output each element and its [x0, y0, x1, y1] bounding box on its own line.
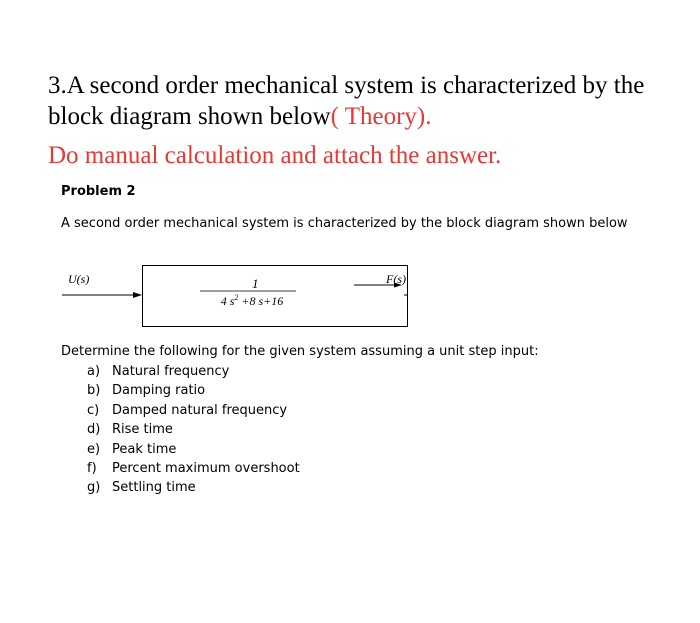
task-letter: a)	[87, 364, 101, 379]
task-list	[87, 362, 300, 498]
task-text: Settling time	[112, 480, 196, 496]
transfer-function-denominator	[200, 293, 304, 309]
task-letter: d)	[87, 422, 101, 438]
output-signal-label: F(s)	[386, 272, 406, 286]
question-heading	[48, 70, 688, 132]
denominator-suffix: +8 s+16	[238, 294, 284, 308]
task-letter: c)	[87, 402, 100, 418]
task-text: Rise time	[112, 422, 173, 438]
transfer-function-numerator: 1	[252, 276, 259, 291]
task-letter: b)	[87, 383, 101, 399]
denominator-exponent: 2	[234, 293, 239, 302]
problem-title: Problem 2	[61, 184, 136, 199]
task-text: Peak time	[112, 441, 177, 457]
task-letter: g)	[87, 480, 101, 496]
list-item	[87, 420, 300, 439]
task-text: Damping ratio	[112, 383, 206, 399]
task-text: Percent maximum overshoot	[112, 460, 300, 476]
question-heading-text: 3.A second order mechanical system is characterized by the block diagram shown below	[48, 72, 645, 130]
task-letter: e)	[87, 441, 101, 457]
list-item	[87, 381, 300, 400]
theory-note: ( Theory).	[330, 103, 432, 130]
task-intro: Determine the following for the given system assuming a unit step input:	[61, 344, 539, 359]
list-item	[87, 401, 300, 420]
list-item	[87, 459, 300, 478]
block-diagram	[60, 258, 420, 338]
task-letter: f)	[87, 460, 97, 476]
task-text: Natural frequency	[112, 364, 230, 379]
list-item	[87, 478, 300, 497]
list-item	[87, 362, 300, 381]
list-item	[87, 440, 300, 459]
task-text: Damped natural frequency	[112, 402, 288, 418]
denominator-prefix: 4 s	[220, 294, 235, 308]
input-arrowhead	[133, 292, 142, 298]
problem-statement: A second order mechanical system is characterized by the block diagram shown below	[61, 216, 628, 231]
instruction-text: Do manual calculation and attach the answer.	[48, 142, 502, 169]
input-signal-label: U(s)	[68, 272, 90, 286]
